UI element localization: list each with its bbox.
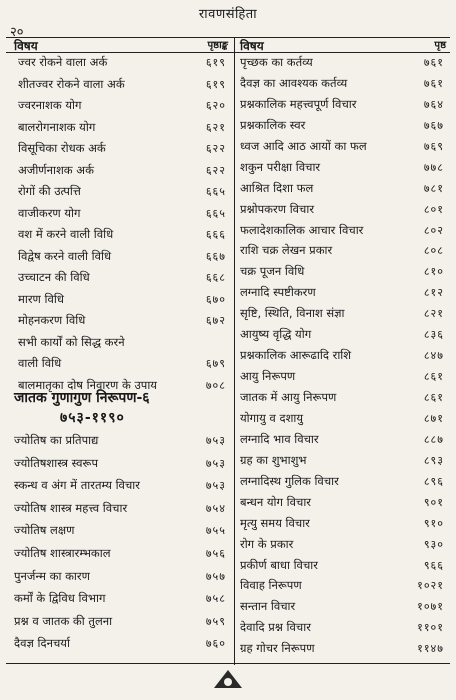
entry-page: ६२२ bbox=[205, 142, 226, 155]
left-subject-heading: विषय bbox=[14, 39, 38, 53]
entry-subject: प्रश्नकालिक आरूढादि राशि bbox=[240, 348, 352, 363]
list-item bbox=[10, 310, 232, 332]
list-item bbox=[236, 617, 450, 638]
list-item bbox=[10, 332, 232, 354]
entry-subject: रोगों की उत्पत्ति bbox=[18, 184, 81, 198]
list-item bbox=[10, 543, 232, 566]
running-title: रावणसंहिता bbox=[198, 7, 258, 22]
entry-subject: वश में करने वाली विधि bbox=[18, 227, 114, 241]
list-item bbox=[236, 324, 450, 345]
entry-subject: शकुन परीक्षा विचार bbox=[240, 159, 321, 174]
list-item bbox=[236, 303, 450, 324]
entry-page: ७०८ bbox=[205, 378, 226, 392]
entry-page: ६६६ bbox=[205, 228, 226, 241]
entry-page: ७६० bbox=[205, 637, 226, 651]
entry-page: ८७१ bbox=[423, 411, 444, 425]
list-item bbox=[236, 240, 450, 261]
list-item bbox=[10, 611, 232, 634]
entry-page: ८८७ bbox=[423, 432, 444, 446]
entry-page: ९०१ bbox=[423, 495, 444, 509]
list-item bbox=[10, 633, 232, 656]
entry-page: ७५६ bbox=[205, 546, 226, 560]
entry-subject: लग्नादि स्पष्टीकरण bbox=[240, 285, 316, 300]
entry-page: ८६१ bbox=[423, 370, 444, 384]
right-column bbox=[236, 35, 450, 659]
list-item bbox=[236, 534, 450, 555]
entry-subject: पुनर्जन्म का कारण bbox=[14, 568, 90, 583]
entry-subject: सन्तान विचार bbox=[240, 599, 296, 614]
entry-page: ६६५ bbox=[205, 206, 226, 220]
list-item bbox=[236, 178, 450, 199]
entry-subject: ज्योतिष लक्षण bbox=[14, 523, 75, 538]
list-item bbox=[10, 117, 232, 139]
left-column bbox=[10, 35, 232, 396]
list-item bbox=[236, 471, 450, 492]
list-item bbox=[236, 261, 450, 282]
entry-subject: बालरोगनाशक योग bbox=[18, 119, 96, 134]
entry-subject: प्रश्नकालिक स्वर bbox=[240, 117, 306, 132]
left-entry-list-2 bbox=[10, 430, 232, 656]
entry-page: ८०१ bbox=[423, 202, 444, 216]
entry-page: ७६७ bbox=[423, 118, 444, 132]
entry-page: ६७९ bbox=[205, 357, 226, 370]
entry-subject: राशि चक्र लेखन प्रकार bbox=[240, 243, 333, 258]
entry-subject: मारण विधि bbox=[18, 291, 64, 306]
entry-subject: ज्वर रोकने वाला अर्क bbox=[18, 55, 108, 69]
entry-page: ६२२ bbox=[205, 163, 226, 177]
list-item bbox=[10, 246, 232, 268]
right-subject-heading: विषय bbox=[240, 39, 264, 53]
list-item bbox=[236, 366, 450, 387]
entry-subject: ग्रह का शुभाशुभ bbox=[240, 452, 307, 467]
entry-subject: ग्रह गोचर निरूपण bbox=[240, 641, 315, 656]
entry-subject: जातक में आयु निरूपण bbox=[240, 390, 337, 404]
entry-page: ६६५ bbox=[205, 185, 226, 198]
entry-subject: प्रश्नोपकरण विचार bbox=[240, 201, 315, 216]
right-entry-list bbox=[236, 52, 450, 659]
entry-subject: स्कन्ध व अंग में तारतम्य विचार bbox=[14, 478, 140, 493]
footer-rule bbox=[6, 663, 450, 664]
footer-ornament-icon bbox=[208, 668, 248, 690]
entry-subject: मृत्यु समय विचार bbox=[240, 515, 310, 530]
list-item bbox=[10, 203, 232, 225]
entry-subject: आश्रित दिशा फल bbox=[240, 180, 314, 195]
list-item bbox=[10, 138, 232, 160]
entry-page: ६७० bbox=[205, 292, 226, 306]
entry-page: ७५३ bbox=[205, 456, 226, 470]
entry-page: ७५५ bbox=[205, 524, 226, 538]
entry-subject: वाली विधि bbox=[18, 356, 62, 370]
entry-subject: लग्नादि भाव विचार bbox=[240, 431, 319, 446]
section-page-range: ७५३-११९० bbox=[60, 410, 125, 426]
entry-subject: बन्धन योग विचार bbox=[240, 494, 311, 509]
entry-page: ७८१ bbox=[423, 181, 444, 195]
entry-page: ७६४ bbox=[423, 97, 444, 111]
list-item bbox=[236, 199, 450, 220]
right-column-header bbox=[236, 35, 450, 52]
entry-page: ८१२ bbox=[423, 286, 444, 300]
entry-page: ६१९ bbox=[205, 77, 226, 91]
entry-subject: शीतज्वर रोकने वाला अर्क bbox=[18, 76, 125, 91]
entry-subject: ध्वज आदि आठ आयों का फल bbox=[240, 138, 367, 153]
entry-page: ७६१ bbox=[423, 56, 444, 69]
entry-subject: सभी कार्यों को सिद्ध करने bbox=[18, 334, 125, 349]
list-item bbox=[236, 492, 450, 513]
entry-page: ७५३ bbox=[205, 479, 226, 493]
entry-subject: ज्योतिष शास्त्र महत्त्व विचार bbox=[14, 500, 128, 515]
list-item bbox=[10, 52, 232, 74]
list-item bbox=[236, 345, 450, 366]
entry-subject: प्रश्नकालिक महत्त्वपूर्ण विचार bbox=[240, 96, 357, 111]
list-item bbox=[236, 429, 450, 450]
list-item bbox=[236, 52, 450, 73]
entry-page: ७५९ bbox=[205, 614, 226, 628]
list-item bbox=[10, 353, 232, 375]
list-item bbox=[10, 588, 232, 611]
entry-page: ७५४ bbox=[205, 501, 226, 515]
list-item bbox=[236, 555, 450, 576]
entry-page: ८४७ bbox=[423, 349, 444, 363]
entry-subject: उच्चाटन की विधि bbox=[18, 270, 90, 284]
left-page-heading: पृष्ठाङ्क bbox=[207, 40, 228, 51]
entry-subject: कर्मों के द्विविध विभाग bbox=[14, 591, 106, 606]
entry-subject: ज्योतिषशास्त्र स्वरूप bbox=[14, 455, 99, 470]
list-item bbox=[10, 74, 232, 96]
entry-subject: आयु निरूपण bbox=[240, 369, 296, 384]
entry-subject: ज्वरनाशक योग bbox=[18, 98, 82, 112]
list-item bbox=[10, 289, 232, 311]
entry-subject: बालमातृका दोष निवारण के उपाय bbox=[18, 377, 157, 392]
entry-page: ६६७ bbox=[205, 249, 226, 263]
section-title: जातक गुणागुण निरूपण-६ bbox=[14, 390, 150, 406]
entry-subject: प्रश्न व जातक की तुलना bbox=[14, 613, 113, 628]
entry-page: १०२१ bbox=[417, 579, 444, 593]
entry-subject: अजीर्णनाशक अर्क bbox=[18, 162, 94, 177]
entry-page: ६२० bbox=[205, 99, 226, 112]
left-entry-list bbox=[10, 52, 232, 396]
entry-page: ९६६ bbox=[423, 558, 444, 572]
entry-page: ११०१ bbox=[417, 621, 444, 635]
page-number: २० bbox=[10, 25, 24, 40]
list-item bbox=[236, 115, 450, 136]
entry-subject: विद्वेष करने वाली विधि bbox=[18, 248, 112, 263]
entry-subject: दैवज्ञ का आवश्यक कर्तव्य bbox=[240, 75, 348, 90]
entry-page: ११४७ bbox=[417, 642, 444, 656]
entry-page: ६७२ bbox=[205, 314, 226, 327]
entry-page: ९१० bbox=[423, 516, 444, 530]
left-column-header bbox=[10, 35, 232, 52]
entry-subject: दैवज्ञ दिनचर्या bbox=[14, 636, 70, 651]
list-item bbox=[10, 160, 232, 182]
list-item bbox=[10, 430, 232, 453]
entry-subject: देवादि प्रश्न विचार bbox=[240, 620, 311, 635]
entry-subject: पृच्छक का कर्तव्य bbox=[240, 55, 313, 69]
list-item bbox=[10, 224, 232, 246]
list-item bbox=[236, 408, 450, 429]
list-item bbox=[10, 267, 232, 289]
list-item bbox=[236, 575, 450, 596]
list-item bbox=[236, 157, 450, 178]
entry-page: ७५७ bbox=[205, 569, 226, 583]
list-item bbox=[236, 596, 450, 617]
entry-subject: ज्योतिष का प्रतिपाद्य bbox=[14, 433, 99, 447]
right-page-heading: पृष्ठ bbox=[434, 40, 446, 51]
entry-page: ८३६ bbox=[423, 328, 444, 342]
entry-page: ६१९ bbox=[205, 56, 226, 69]
entry-page: १०७१ bbox=[417, 600, 444, 614]
list-item bbox=[236, 220, 450, 241]
entry-page: ८६१ bbox=[423, 391, 444, 404]
entry-page: ९३० bbox=[423, 537, 444, 551]
entry-subject: ज्योतिष शास्त्रारम्भकाल bbox=[14, 545, 111, 560]
entry-page: ८९६ bbox=[423, 474, 444, 488]
entry-page: ८०२ bbox=[423, 223, 444, 237]
list-item bbox=[10, 181, 232, 203]
entry-page: ७५८ bbox=[205, 592, 226, 606]
list-item bbox=[236, 94, 450, 115]
entry-page: ६२१ bbox=[205, 120, 226, 134]
entry-subject: वाजीकरण योग bbox=[18, 205, 81, 220]
list-item bbox=[10, 95, 232, 117]
entry-subject: सृष्टि, स्थिति, विनाश संज्ञा bbox=[240, 306, 345, 321]
list-item bbox=[236, 282, 450, 303]
entry-subject: मोहनकरण विधि bbox=[18, 313, 86, 327]
list-item bbox=[10, 498, 232, 521]
list-item bbox=[10, 475, 232, 498]
entry-page: ७५३ bbox=[205, 434, 226, 447]
entry-page: ७६९ bbox=[423, 139, 444, 153]
entry-page: ८०८ bbox=[423, 244, 444, 258]
list-item bbox=[10, 520, 232, 543]
entry-subject: विवाह निरूपण bbox=[240, 578, 302, 593]
entry-page: ८९३ bbox=[423, 453, 444, 467]
entry-page: ७६१ bbox=[423, 76, 444, 90]
list-item bbox=[236, 73, 450, 94]
list-item bbox=[236, 638, 450, 659]
entry-subject: लग्नादिस्थ गुलिक विचार bbox=[240, 473, 339, 488]
entry-subject: रोग के प्रकार bbox=[240, 536, 294, 551]
entry-subject: आयुष्य वृद्धि योग bbox=[240, 327, 312, 342]
list-item bbox=[236, 513, 450, 534]
list-item bbox=[10, 453, 232, 476]
entry-subject: योगायु व दशायु bbox=[240, 410, 304, 425]
entry-page: ८२१ bbox=[423, 307, 444, 321]
entry-subject: विसूचिका रोधक अर्क bbox=[18, 141, 106, 155]
entry-subject: प्रकीर्ण बाधा विचार bbox=[240, 557, 318, 572]
list-item bbox=[236, 136, 450, 157]
entry-page: ७७८ bbox=[423, 160, 444, 174]
column-divider bbox=[234, 37, 235, 665]
left-column-section2 bbox=[10, 430, 232, 656]
entry-page: ८१० bbox=[423, 265, 444, 279]
list-item bbox=[236, 450, 450, 471]
entry-subject: चक्र पूजन विधि bbox=[240, 264, 305, 279]
list-item bbox=[236, 387, 450, 408]
entry-subject: फलादेशकालिक आचार विचार bbox=[240, 222, 364, 237]
entry-page: ६६८ bbox=[205, 271, 226, 284]
list-item bbox=[10, 566, 232, 589]
